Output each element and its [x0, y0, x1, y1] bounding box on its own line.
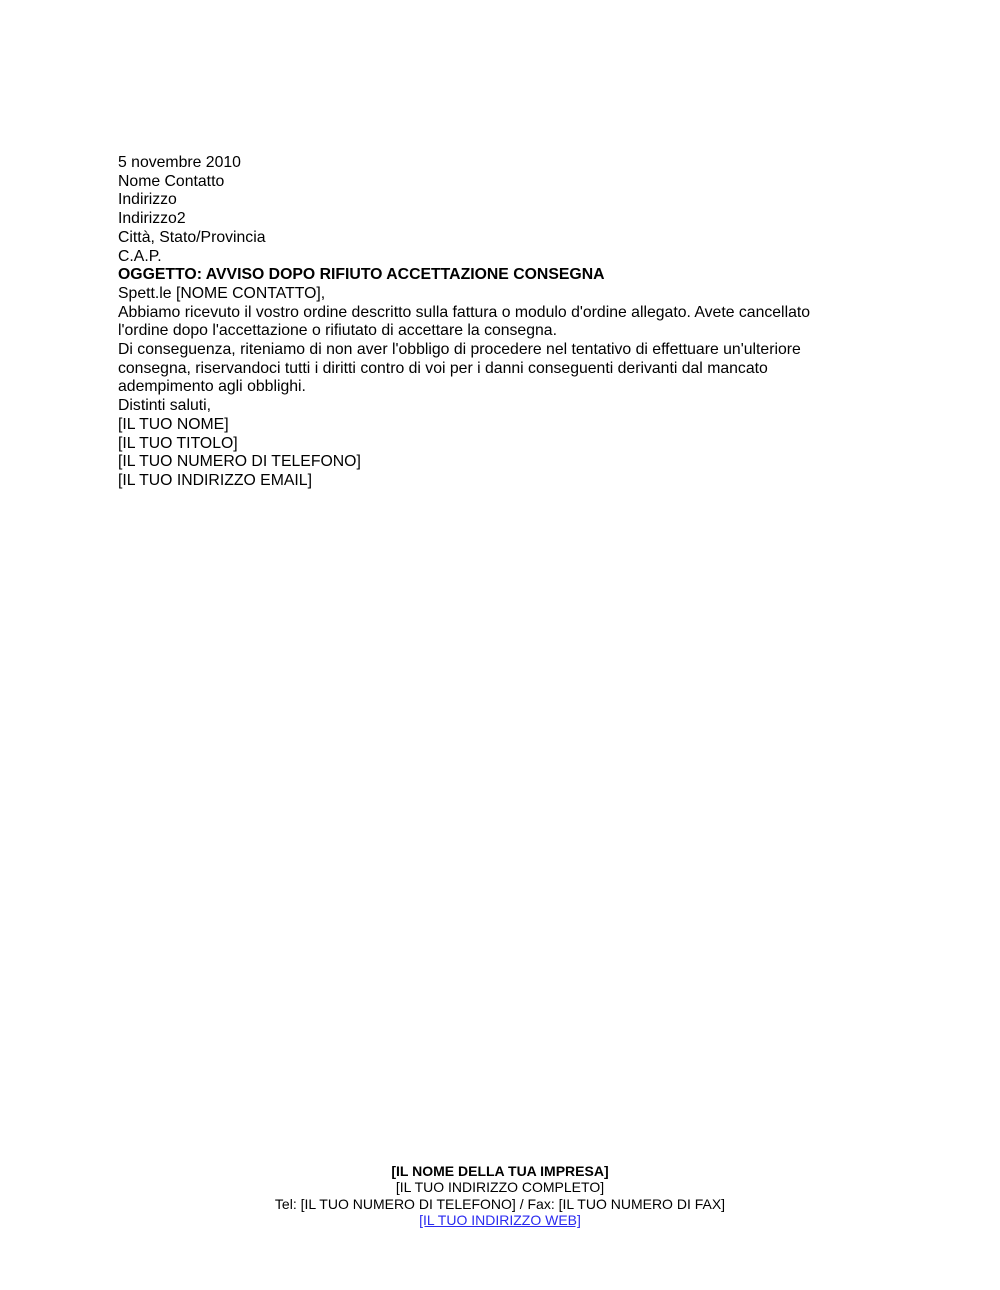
letter-date: 5 novembre 2010 — [118, 154, 241, 171]
recipient-city-state: Città, Stato/Provincia — [118, 228, 266, 246]
website-link[interactable]: [IL TUO INDIRIZZO WEB] — [419, 1212, 581, 1229]
letter-body — [118, 154, 840, 491]
company-tel-fax: Tel: [IL TUO NUMERO DI TELEFONO] / Fax: [IL TUO NUMERO DI FAX] — [274, 1195, 726, 1212]
company-website-row — [0, 1212, 1000, 1228]
recipient-postal-code: C.A.P. — [118, 247, 162, 265]
company-address: [IL TUO INDIRIZZO COMPLETO] — [395, 1179, 605, 1196]
salutation: Spett.le [NOME CONTATTO], — [118, 284, 326, 302]
subject-line: OGGETTO: AVVISO DOPO RIFIUTO ACCETTAZIONE CONSEGNA — [118, 266, 605, 284]
signature-email-placeholder: [IL TUO INDIRIZZO EMAIL] — [118, 471, 312, 489]
recipient-name: Nome Contatto — [118, 172, 225, 190]
recipient-address-block — [118, 173, 840, 267]
closing: Distinti saluti, — [118, 397, 212, 415]
signature-block — [118, 416, 840, 491]
signature-name-placeholder: [IL TUO NOME] — [118, 415, 229, 433]
signature-title-placeholder: [IL TUO TITOLO] — [118, 434, 238, 452]
signature-phone-placeholder: [IL TUO NUMERO DI TELEFONO] — [118, 453, 361, 471]
company-name: [IL NOME DELLA TUA IMPRESA] — [391, 1163, 609, 1179]
recipient-address-2: Indirizzo2 — [118, 210, 186, 228]
body-paragraph-2: Di conseguenza, riteniamo di non aver l'obbligo di procedere nel tentativo di effettuare un'ulteriore consegna, riservandoci tutti i diritti contro di voi per i danni conseguenti derivanti dal mancato adempimento agli obblighi. — [118, 341, 801, 396]
company-footer — [0, 1163, 1000, 1229]
recipient-address-1: Indirizzo — [118, 191, 177, 209]
body-paragraph-1: Abbiamo ricevuto il vostro ordine descritto sulla fattura o modulo d'ordine allegato. Avete cancellato l'ordine dopo l'accettazione o rifiutato di accettare la consegna. — [118, 303, 811, 340]
